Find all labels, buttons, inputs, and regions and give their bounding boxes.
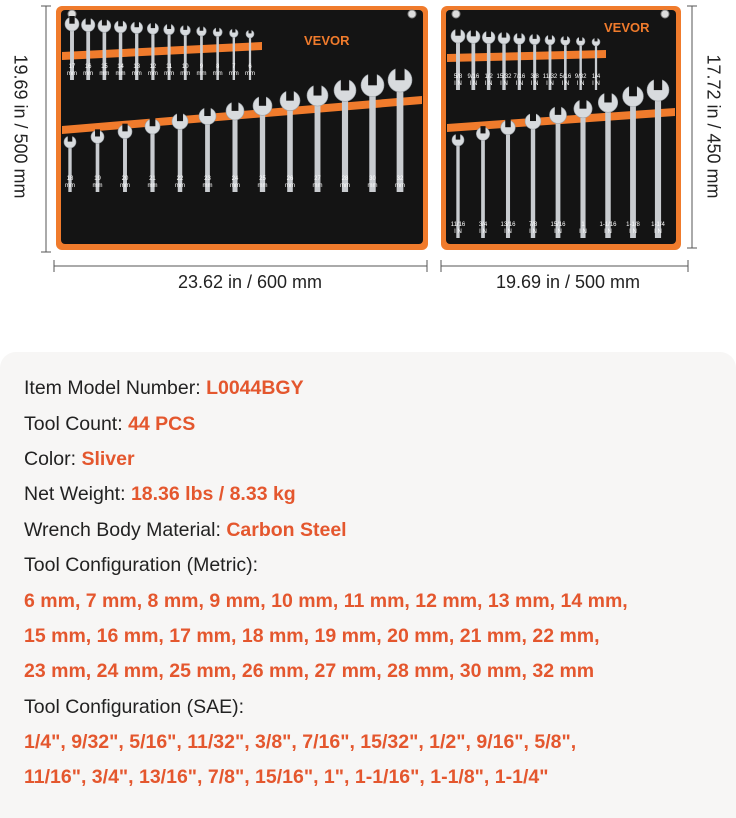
model-label: Item Model Number: xyxy=(24,377,207,399)
wrench-unit-label: mm xyxy=(83,71,94,77)
wrench-unit-label: I N xyxy=(554,229,562,235)
sae-config-line: 1/4", 9/32", 5/16", 11/32", 3/8", 7/16", 15/32", 1/2", 9/16", 5/8", xyxy=(24,731,577,753)
wrench-size-label: 20 xyxy=(121,176,129,182)
wrench-unit-label: mm xyxy=(120,183,130,189)
wrench-size-label: 19 xyxy=(94,176,101,182)
wrench-unit-label: mm xyxy=(312,183,323,189)
wrench-size-label: 14 xyxy=(117,64,124,70)
wrench-size-label: 21 xyxy=(149,176,156,182)
wrench-unit-label: mm xyxy=(340,183,350,189)
wrench-size-label: 7 xyxy=(232,64,236,70)
metric-config-line: 15 mm, 16 mm, 17 mm, 18 mm, 19 mm, 20 mm, 21 mm, 22 mm, xyxy=(24,625,600,647)
sae-config-label: Tool Configuration (SAE): xyxy=(24,696,245,718)
weight-row xyxy=(24,482,296,506)
wrench-unit-label: mm xyxy=(245,71,255,77)
wrench-unit-label: I N xyxy=(530,81,539,87)
wrench-unit-label: I N xyxy=(454,81,462,87)
wrench-size-label: 1-1/8 xyxy=(626,222,640,228)
wrench-size-label: 11/32 xyxy=(542,74,558,80)
count-label: Tool Count: xyxy=(24,413,129,435)
wrench-size-label: 10 xyxy=(181,64,189,70)
wrench-unit-label: mm xyxy=(164,71,175,77)
color-label: Color: xyxy=(24,448,82,470)
wrench-unit-label: mm xyxy=(202,183,213,189)
right-width-dimension: 19.69 in / 500 mm xyxy=(495,272,641,292)
wrench-size-label: 15 xyxy=(101,64,108,70)
wrench-unit-label: mm xyxy=(367,183,378,189)
wrench-size-label: 9 xyxy=(199,64,204,70)
wrench-size-label: 7/8 xyxy=(528,222,538,228)
wrench-unit-label: mm xyxy=(147,183,158,189)
model-value: L0044BGY xyxy=(206,377,304,399)
wrench-unit-label: mm xyxy=(147,71,158,77)
wrench-unit-label: I N xyxy=(504,229,512,235)
wrench-unit-label: mm xyxy=(285,183,295,189)
count-value: 44 PCS xyxy=(128,413,196,435)
wrench-unit-label: I N xyxy=(515,81,524,87)
color-value: Sliver xyxy=(81,448,135,470)
wrench-size-label: 15/16 xyxy=(550,222,566,228)
wrench-size-label: 12 xyxy=(149,64,157,70)
wrench-unit-label: I N xyxy=(561,81,570,87)
wrench-unit-label: mm xyxy=(67,71,77,77)
wrench-unit-label: mm xyxy=(196,71,207,77)
metric-config-label: Tool Configuration (Metric): xyxy=(24,554,259,576)
left-height-dimension: 19.69 in / 500 mm xyxy=(10,54,31,199)
wrench-size-label: 11/16 xyxy=(450,222,466,228)
wrench-unit-label: mm xyxy=(131,71,142,77)
wrench-size-label: 30 xyxy=(369,176,376,182)
wrench-size-label: 22 xyxy=(176,176,184,182)
wrench-unit-label: I N xyxy=(500,81,508,87)
wrench-size-label: 28 xyxy=(341,176,349,182)
wrench-size-label: 7/16 xyxy=(513,74,526,80)
wrench-size-label: 25 xyxy=(259,176,266,182)
wrench-size-label: 13 xyxy=(133,64,141,70)
wrench-size-label: 15/32 xyxy=(496,74,512,80)
wrench-unit-label: mm xyxy=(180,71,191,77)
sae-config-line: 11/16", 3/4", 13/16", 7/8", 15/16", 1", 1-1/16", 1-1/8", 1-1/4" xyxy=(24,766,549,788)
brand-logo-left: VEVOR xyxy=(304,33,350,48)
left-width-dimension: 23.62 in / 600 mm xyxy=(177,272,323,292)
wrench-unit-label: I N xyxy=(546,81,554,87)
wrench-unit-label: mm xyxy=(257,183,268,189)
wrench-unit-label: I N xyxy=(469,81,478,87)
wrench-unit-label: mm xyxy=(65,183,75,189)
color-row xyxy=(24,447,135,471)
brand-logo-right: VEVOR xyxy=(604,20,650,35)
wrench-unit-label: I N xyxy=(592,81,600,87)
wrench-unit-label: mm xyxy=(230,183,240,189)
wrench-unit-label: mm xyxy=(212,71,223,77)
wrench-size-label: 18 xyxy=(66,176,74,182)
weight-value: 18.36 lbs / 8.33 kg xyxy=(130,483,296,505)
wrench-unit-label: I N xyxy=(479,229,487,235)
wrench-unit-label: I N xyxy=(604,229,612,235)
wrench-size-label: 11 xyxy=(165,64,173,70)
right-height-dimension: 17.72 in / 450 mm xyxy=(703,54,724,199)
wrench-unit-label: I N xyxy=(454,229,462,235)
wrench-unit-label: I N xyxy=(529,229,537,235)
model-row xyxy=(24,376,304,400)
metric-config-line: 23 mm, 24 mm, 25 mm, 26 mm, 27 mm, 28 mm, 30 mm, 32 mm xyxy=(24,660,595,682)
metric-wrench-roll xyxy=(56,6,428,250)
wrench-size-label: 16 xyxy=(84,64,92,70)
wrench-unit-label: mm xyxy=(115,71,126,77)
wrench-unit-label: mm xyxy=(99,71,110,77)
sae-wrench-roll xyxy=(441,6,681,250)
wrench-size-label: 24 xyxy=(231,176,239,182)
wrench-size-label: 8 xyxy=(215,64,220,70)
metric-config-line: 6 mm, 7 mm, 8 mm, 9 mm, 10 mm, 11 mm, 12 mm, 13 mm, 14 mm, xyxy=(24,590,628,612)
wrench-unit-label: mm xyxy=(228,71,239,77)
wrench-size-label: 1-1/16 xyxy=(599,222,617,228)
wrench-size-label: 6 xyxy=(248,64,252,70)
wrench-size-label: 27 xyxy=(314,176,321,182)
material-label: Wrench Body Material: xyxy=(24,519,227,541)
wrench-unit-label: I N xyxy=(484,81,493,87)
product-image-area xyxy=(0,0,736,340)
wrench-size-label: 26 xyxy=(286,176,294,182)
wrench-size-label: 1/2 xyxy=(484,74,493,80)
wrench-size-label: 17 xyxy=(68,64,76,70)
wrench-size-label: 32 xyxy=(396,176,404,182)
wrench-size-label: 9/32 xyxy=(574,74,587,80)
wrench-unit-label: I N xyxy=(654,229,662,235)
spec-card xyxy=(0,352,736,818)
wrench-size-label: 13/16 xyxy=(500,222,516,228)
wrench-size-label: 1/4 xyxy=(591,74,601,80)
count-row xyxy=(24,412,195,436)
wrench-unit-label: mm xyxy=(175,183,185,189)
material-row xyxy=(24,518,347,542)
wrench-size-label: 1-1/4 xyxy=(651,222,665,228)
wrench-size-label: 23 xyxy=(204,176,211,182)
wrench-size-label: 1 xyxy=(581,222,585,228)
wrench-unit-label: I N xyxy=(629,229,637,235)
wrench-size-label: 5/16 xyxy=(559,74,572,80)
weight-label: Net Weight: xyxy=(24,483,131,505)
wrench-unit-label: I N xyxy=(579,229,587,235)
wrench-size-label: 3/8 xyxy=(530,74,539,80)
wrench-size-label: 3/4 xyxy=(478,222,488,228)
wrench-unit-label: mm xyxy=(395,183,405,189)
material-value: Carbon Steel xyxy=(226,519,347,541)
wrench-size-label: 5/8 xyxy=(453,74,463,80)
wrench-unit-label: I N xyxy=(576,81,585,87)
wrench-size-label: 9/16 xyxy=(467,74,480,80)
wrench-unit-label: mm xyxy=(92,183,103,189)
